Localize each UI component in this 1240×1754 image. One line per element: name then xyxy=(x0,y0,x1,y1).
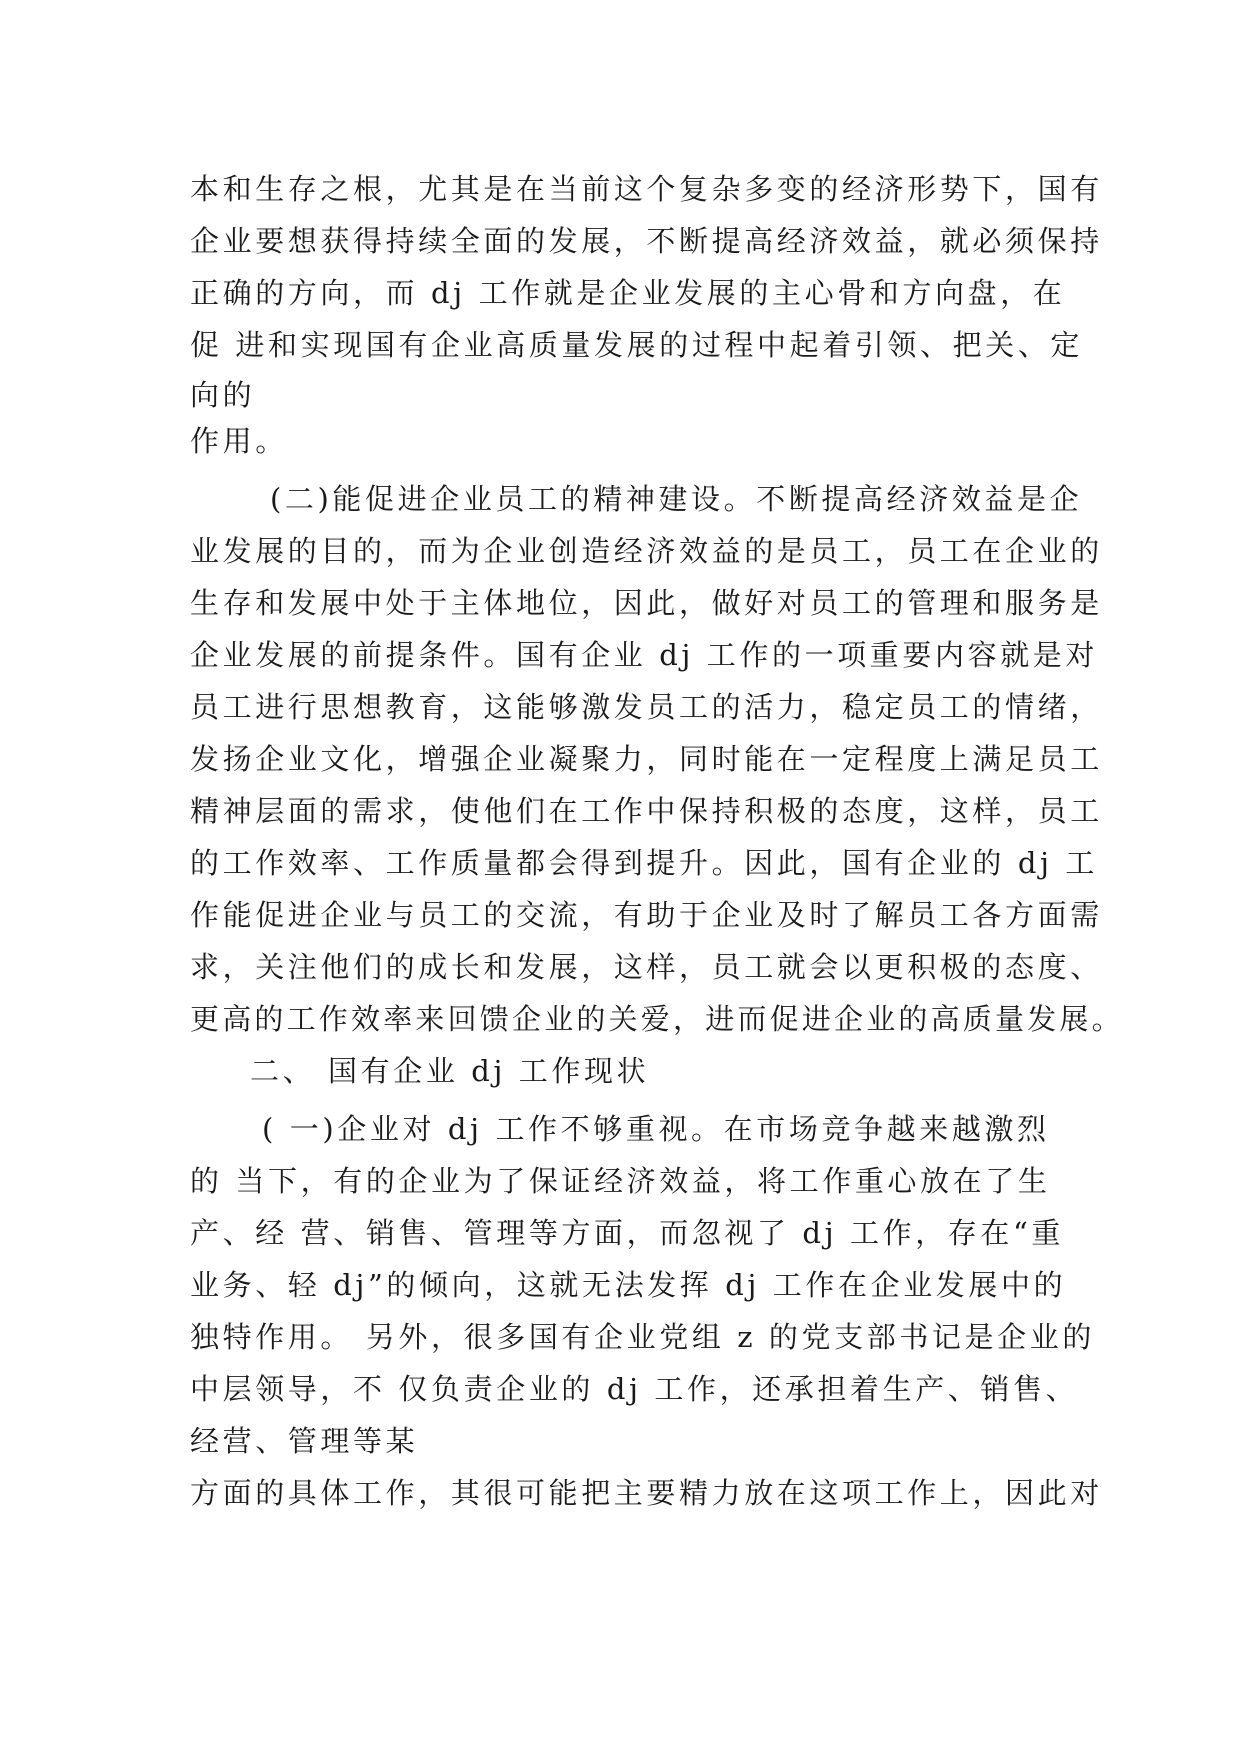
paragraph-line: 生存和发展中处于主体地位，因此，做好对员工的管理和服务是 xyxy=(190,586,1103,620)
paragraph-line: 独特作用。 另外，很多国有企业党组 z 的党支部书记是企业的 xyxy=(190,1320,1095,1354)
paragraph-line: 更高的工作效率来回馈企业的关爱，进而促进企业的高质量发展。 xyxy=(190,1002,1124,1036)
paragraph-line: 企业发展的前提条件。国有企业 dj 工作的一项重要内容就是对 xyxy=(190,638,1098,672)
paragraph-line: ( 一)企业对 dj 工作不够重视。在市场竞争越来越激烈 xyxy=(262,1112,1050,1146)
paragraph-line: 业发展的目的，而为企业创造经济效益的是员工，员工在企业的 xyxy=(190,534,1103,568)
paragraph-line: 作能促进企业与员工的交流，有助于企业及时了解员工各方面需 xyxy=(190,898,1103,932)
paragraph-line: 员工进行思想教育，这能够激发员工的活力，稳定员工的情绪， xyxy=(190,690,1103,724)
paragraph-line: 经营、管理等某 xyxy=(190,1424,419,1458)
paragraph-line: 精神层面的需求，使他们在工作中保持积极的态度，这样，员工 xyxy=(190,794,1103,828)
paragraph-line: 求，关注他们的成长和发展，这样，员工就会以更积极的态度、 xyxy=(190,950,1103,984)
paragraph-line: 的工作效率、工作质量都会得到提升。因此，国有企业的 dj 工 xyxy=(190,846,1098,880)
paragraph-line: 作用。 xyxy=(190,424,288,458)
paragraph-line: 产、经 营、销售、管理等方面，而忽视了 dj 工作，存在“重 xyxy=(190,1216,1065,1250)
paragraph-line: 发扬企业文化，增强企业凝聚力，同时能在一定程度上满足员工 xyxy=(190,742,1103,776)
paragraph-line: 业务、轻 dj”的倾向，这就无法发挥 dj 工作在企业发展中的 xyxy=(190,1268,1067,1302)
paragraph-line: 正确的方向，而 dj 工作就是企业发展的主心骨和方向盘，在 xyxy=(190,276,1066,310)
paragraph-line: 促 进和实现国有企业高质量发展的过程中起着引领、把关、定 xyxy=(190,328,1084,362)
paragraph-line: 企业要想获得持续全面的发展，不断提高经济效益，就必须保持 xyxy=(190,224,1103,258)
section-heading: 二、 国有企业 dj 工作现状 xyxy=(250,1054,650,1088)
paragraph-line: 中层领导，不 仅负责企业的 dj 工作，还承担着生产、销售、 xyxy=(190,1372,1079,1406)
section-heading-2: (二)能促进企业员工的精神建设。不断提高经济效益是企 xyxy=(270,482,1083,516)
paragraph-line: 方面的具体工作，其很可能把主要精力放在这项工作上，因此对 xyxy=(190,1476,1103,1510)
paragraph-line: 向的 xyxy=(190,378,256,412)
paragraph-line: 本和生存之根，尤其是在当前这个复杂多变的经济形势下，国有 xyxy=(190,172,1103,206)
paragraph-line: 的 当下，有的企业为了保证经济效益，将工作重心放在了生 xyxy=(190,1164,1051,1198)
